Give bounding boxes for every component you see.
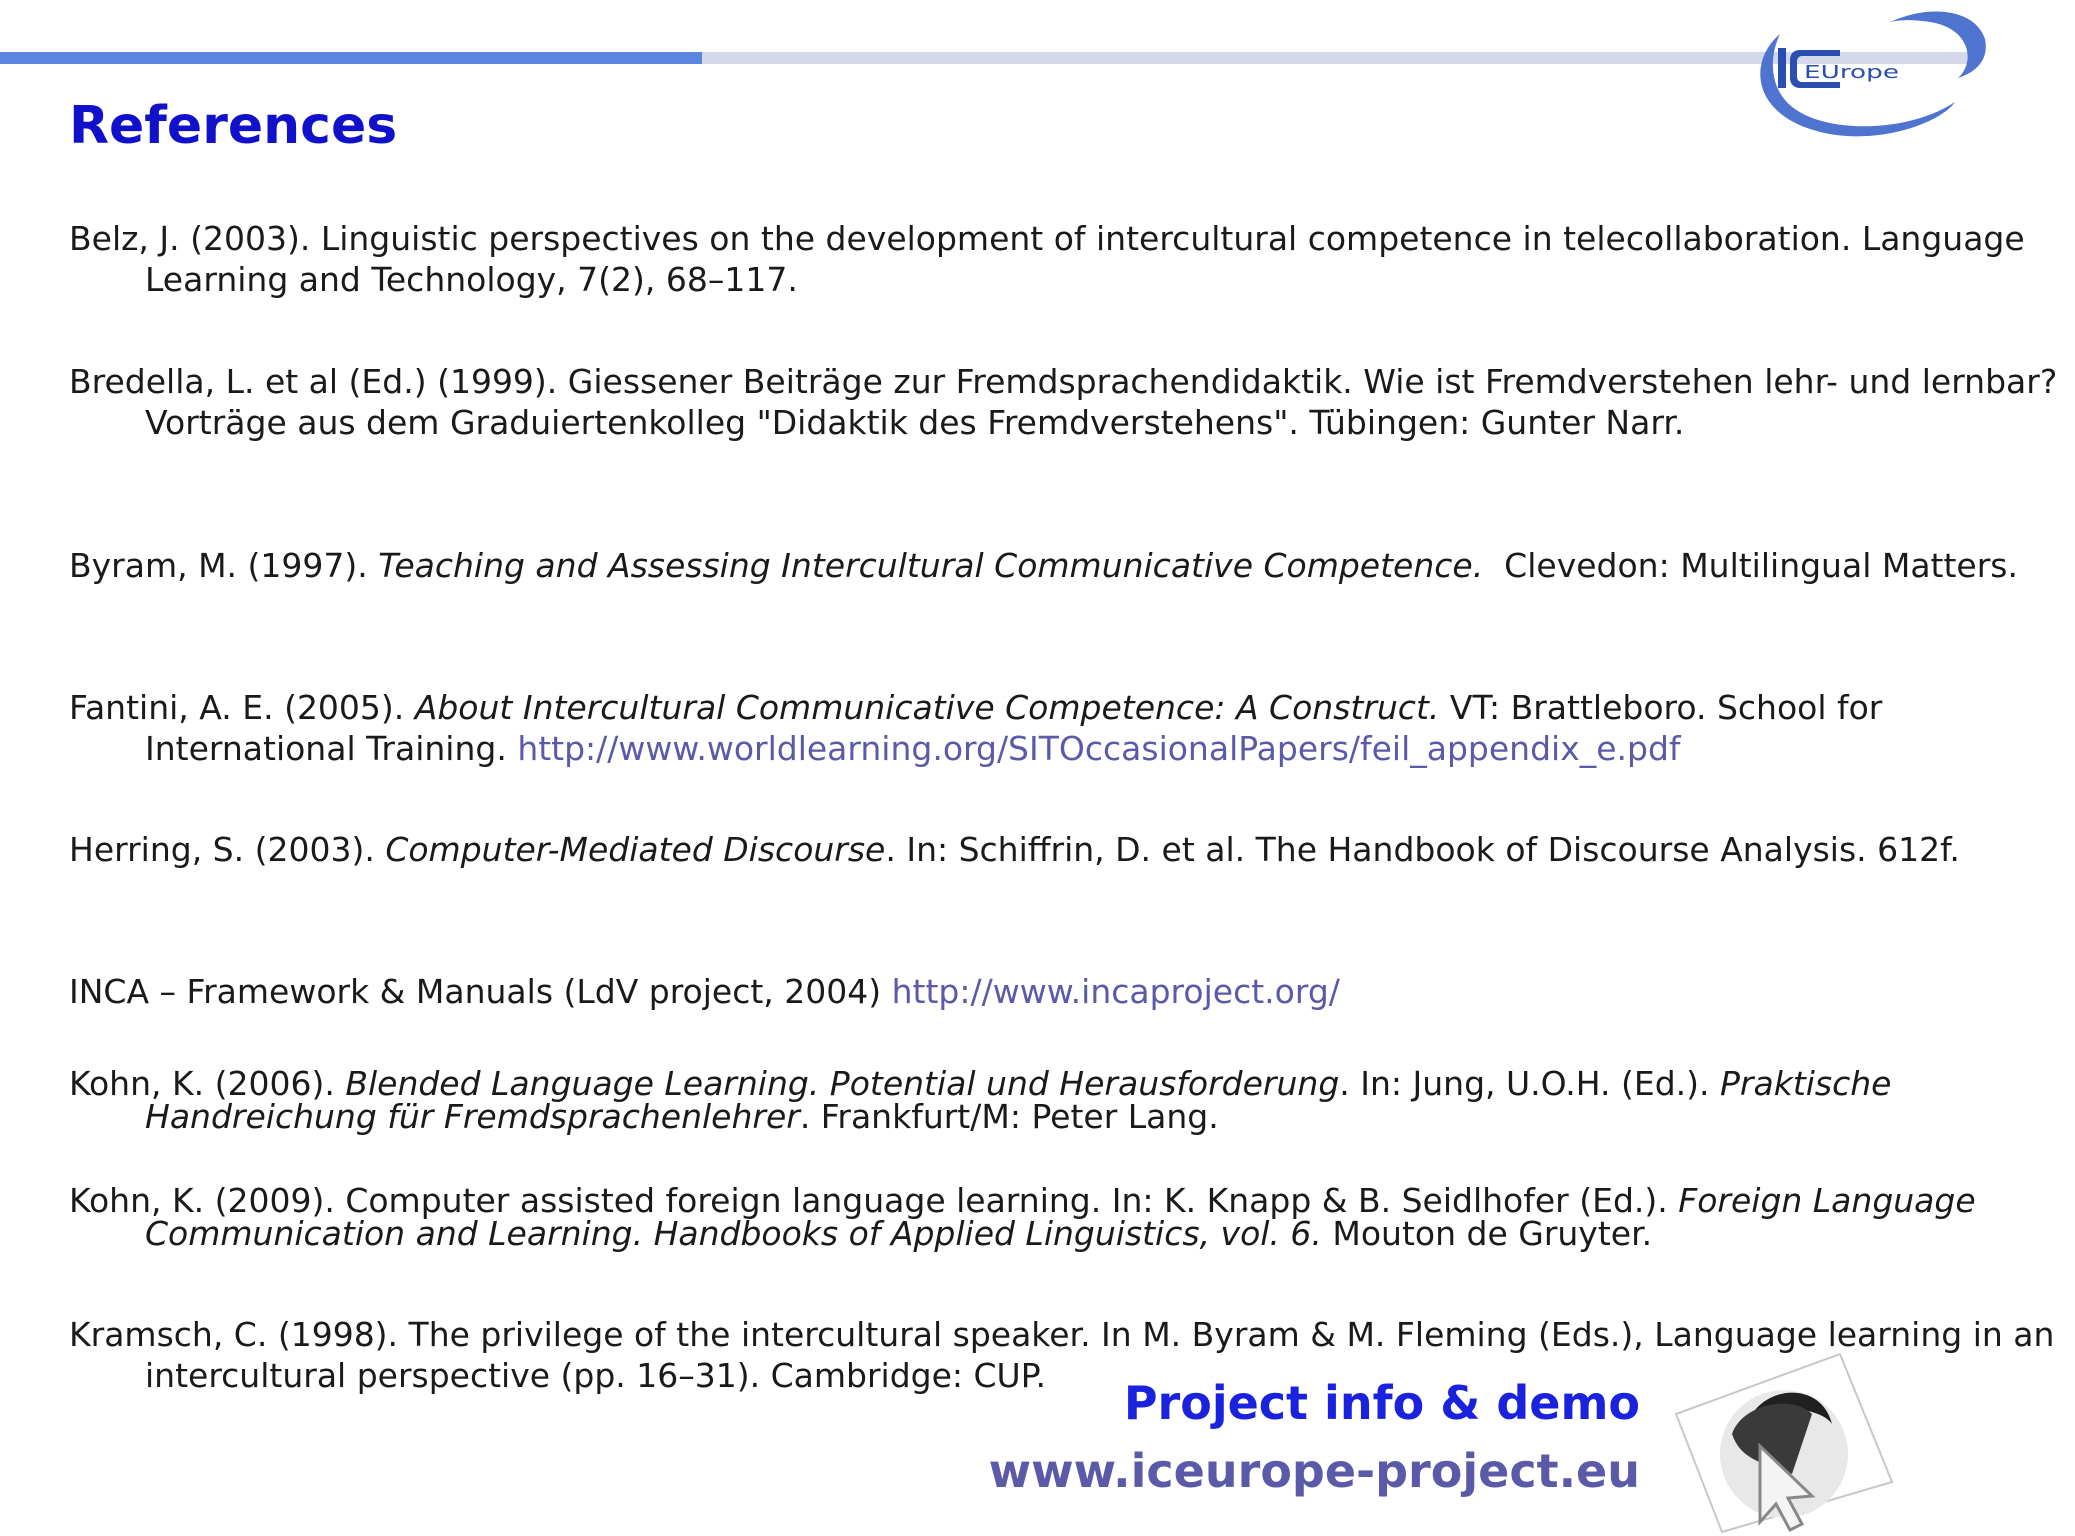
- project-info-heading: Project info & demo: [1123, 1376, 1640, 1430]
- reference-item: Bredella, L. et al (Ed.) (1999). Giessener Beiträge zur Fremdsprachendidaktik. Wie ist Fremdverstehen lehr- und lernbar? Vorträge aus dem Graduiertenkolleg "Didaktik des Fremdverstehens". Tübingen: Gunter Narr.: [69, 362, 2068, 442]
- click-cursor-icon: [1672, 1354, 1894, 1532]
- reference-item: Byram, M. (1997). Teaching and Assessing Intercultural Communicative Competence. Clevedon: Multilingual Matters.: [69, 546, 2018, 585]
- reference-item: Herring, S. (2003). Computer-Mediated Discourse. In: Schiffrin, D. et al. The Handbook of Discourse Analysis. 612f.: [69, 830, 1960, 869]
- reference-link[interactable]: http://www.incaproject.org/: [891, 972, 1340, 1011]
- header-bar-accent: [0, 52, 702, 64]
- logo-text: EUrope: [1804, 62, 1899, 83]
- reference-item: Kohn, K. (2009). Computer assisted foreign language learning. In: K. Knapp & B. Seidlhofer (Ed.). Foreign Language Communication and Learning. Handbooks of Applied Linguistics, vol. 6. Mouton de Gruyter.: [69, 1181, 1987, 1253]
- reference-link[interactable]: http://www.worldlearning.org/SITOccasionalPapers/feil_appendix_e.pdf: [517, 729, 1681, 768]
- reference-item: INCA – Framework & Manuals (LdV project, 2004) http://www.incaproject.org/: [69, 972, 1340, 1011]
- page-title: References: [69, 96, 398, 156]
- iceurope-logo: [1740, 4, 1990, 140]
- project-website-link[interactable]: www.iceurope-project.eu: [988, 1444, 1640, 1498]
- reference-item: Kramsch, C. (1998). The privilege of the intercultural speaker. In M. Byram & M. Fleming (Eds.), Language learning in an intercultural perspective (pp. 16–31). Cambridge: CUP.: [69, 1315, 2065, 1395]
- reference-item: Fantini, A. E. (2005). About Intercultural Communicative Competence: A Construct. VT: Brattleboro. School for International Training. http://www.worldlearning.org/SITOccasionalPapers/feil_appendix_e.pdf: [69, 688, 1893, 768]
- reference-item: Belz, J. (2003). Linguistic perspectives on the development of intercultural competence in telecollaboration. Language Learning and Technology, 7(2), 68–117.: [69, 219, 2036, 299]
- reference-item: Kohn, K. (2006). Blended Language Learning. Potential und Herausforderung. In: Jung, U.O.H. (Ed.). Praktische Handreichung für Fremdsprachenlehrer. Frankfurt/M: Peter Lang.: [69, 1064, 1902, 1136]
